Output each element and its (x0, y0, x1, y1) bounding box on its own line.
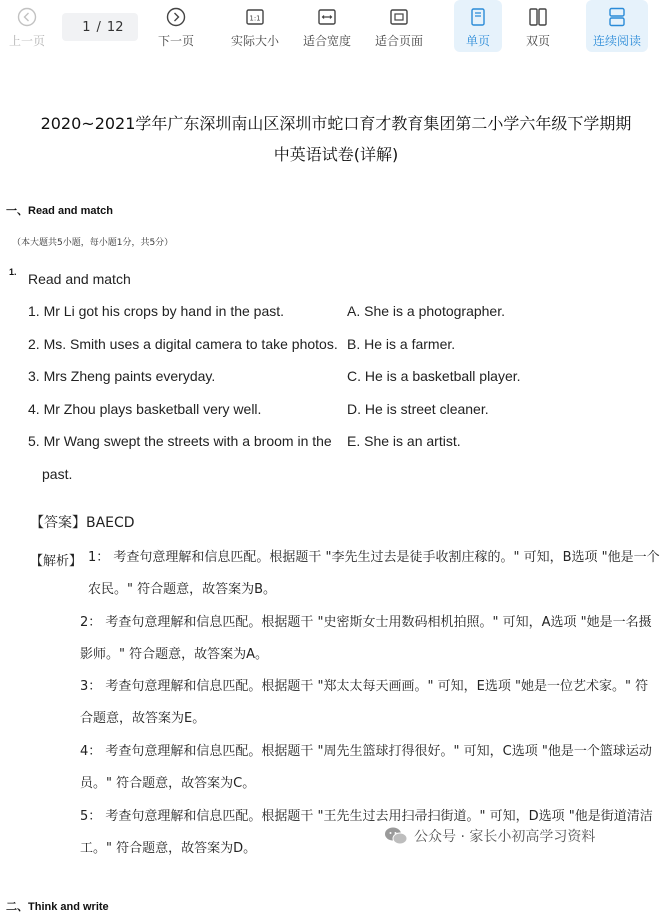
match-left-item-continued: past. (42, 466, 73, 482)
fit-page-label: 适合页面 (374, 34, 423, 48)
explanation-item: 2： 考查句意理解和信息匹配。根据题干 "史密斯女士用数码相机拍照。" 可知，A选项 "她是一名摄影师。" 符合题意，故答案为A。 (80, 615, 652, 662)
document-page (0, 56, 672, 921)
actual-size-icon (244, 6, 266, 28)
section-heading-2: 二、Think and write (6, 901, 109, 913)
double-page-icon (527, 6, 549, 28)
single-page-label: 单页 (465, 34, 490, 48)
match-left-item: 4. Mr Zhou plays basketball very well. (28, 401, 262, 417)
fit-width-icon (316, 6, 338, 28)
prev-page-button[interactable] (6, 0, 48, 52)
single-page-icon (467, 6, 489, 28)
match-right-item: D. He is street cleaner. (347, 401, 489, 417)
svg-text:1:1: 1:1 (249, 14, 261, 23)
fit-width-label: 适合宽度 (302, 34, 351, 48)
match-right-item: A. She is a photographer. (347, 303, 505, 319)
explanation-item: 3： 考查句意理解和信息匹配。根据题干 "郑太太每天画画。" 可知，E选项 "她是一位艺术家。" 符合题意，故答案为E。 (80, 679, 649, 726)
match-left-item: 5. Mr Wang swept the streets with a broom in the (28, 433, 332, 449)
fit-page-icon (388, 6, 410, 28)
match-right-item: C. He is a basketball player. (347, 368, 521, 384)
section-note: （本大题共5小题，每小题1分，共5分） (12, 238, 174, 248)
analysis-label: 【解析】 (30, 554, 83, 569)
single-page-button[interactable] (454, 0, 502, 52)
watermark-text: 公众号 · 家长小初高学习资料 (414, 829, 596, 845)
page-indicator (62, 13, 138, 41)
page-total: 12 (106, 19, 124, 35)
next-page-label: 下一页 (157, 34, 194, 48)
double-page-label: 双页 (525, 34, 550, 48)
page-separator: / (96, 19, 101, 35)
match-left-item: 1. Mr Li got his crops by hand in the past. (28, 303, 285, 319)
explanation-item: 5： 考查句意理解和信息匹配。根据题干 "王先生过去用扫帚扫街道。" 可知，D选项 "他是街道清洁工。" 符合题意，故答案为D。 (80, 809, 653, 856)
continuous-reading-icon (606, 6, 628, 28)
explanation-item: 1： 考查句意理解和信息匹配。根据题干 "李先生过去是徒手收割庄稼的。" 可知，B选项 "他是一个农民。" 符合题意，故答案为B。 (88, 550, 660, 597)
viewer-toolbar (0, 0, 672, 56)
double-page-button[interactable] (516, 0, 560, 52)
watermark (384, 826, 595, 846)
title-line-2: 中英语试卷(详解) (273, 145, 399, 164)
circle-right-arrow-icon (165, 6, 187, 28)
question-number: 1. (9, 267, 17, 277)
next-page-button[interactable] (154, 0, 198, 52)
fit-width-button[interactable] (300, 0, 354, 52)
document-title (0, 108, 672, 170)
prev-page-label: 上一页 (8, 34, 45, 48)
wechat-icon (384, 826, 408, 846)
continuous-reading-label: 连续阅读 (592, 34, 641, 48)
page-number-input[interactable] (77, 20, 91, 35)
section-heading-1: 一、Read and match (6, 205, 113, 217)
actual-size-label: 实际大小 (230, 34, 279, 48)
explanation-item: 4： 考查句意理解和信息匹配。根据题干 "周先生篮球打得很好。" 可知，C选项 "他是一个篮球运动员。" 符合题意，故答案为C。 (80, 744, 652, 791)
actual-size-button[interactable] (228, 0, 282, 52)
question-title: Read and match (28, 271, 131, 287)
fit-page-button[interactable] (372, 0, 426, 52)
continuous-reading-button[interactable] (586, 0, 648, 52)
match-right-item: E. She is an artist. (347, 433, 461, 449)
match-right-item: B. He is a farmer. (347, 336, 456, 352)
title-line-1: 2020~2021学年广东深圳南山区深圳市蛇口育才教育集团第二小学六年级下学期期 (40, 114, 632, 133)
match-left-item: 2. Ms. Smith uses a digital camera to take photos. (28, 336, 338, 352)
answer-text: 【答案】BAECD (30, 515, 135, 531)
match-left-item: 3. Mrs Zheng paints everyday. (28, 368, 216, 384)
circle-left-arrow-icon (16, 6, 38, 28)
